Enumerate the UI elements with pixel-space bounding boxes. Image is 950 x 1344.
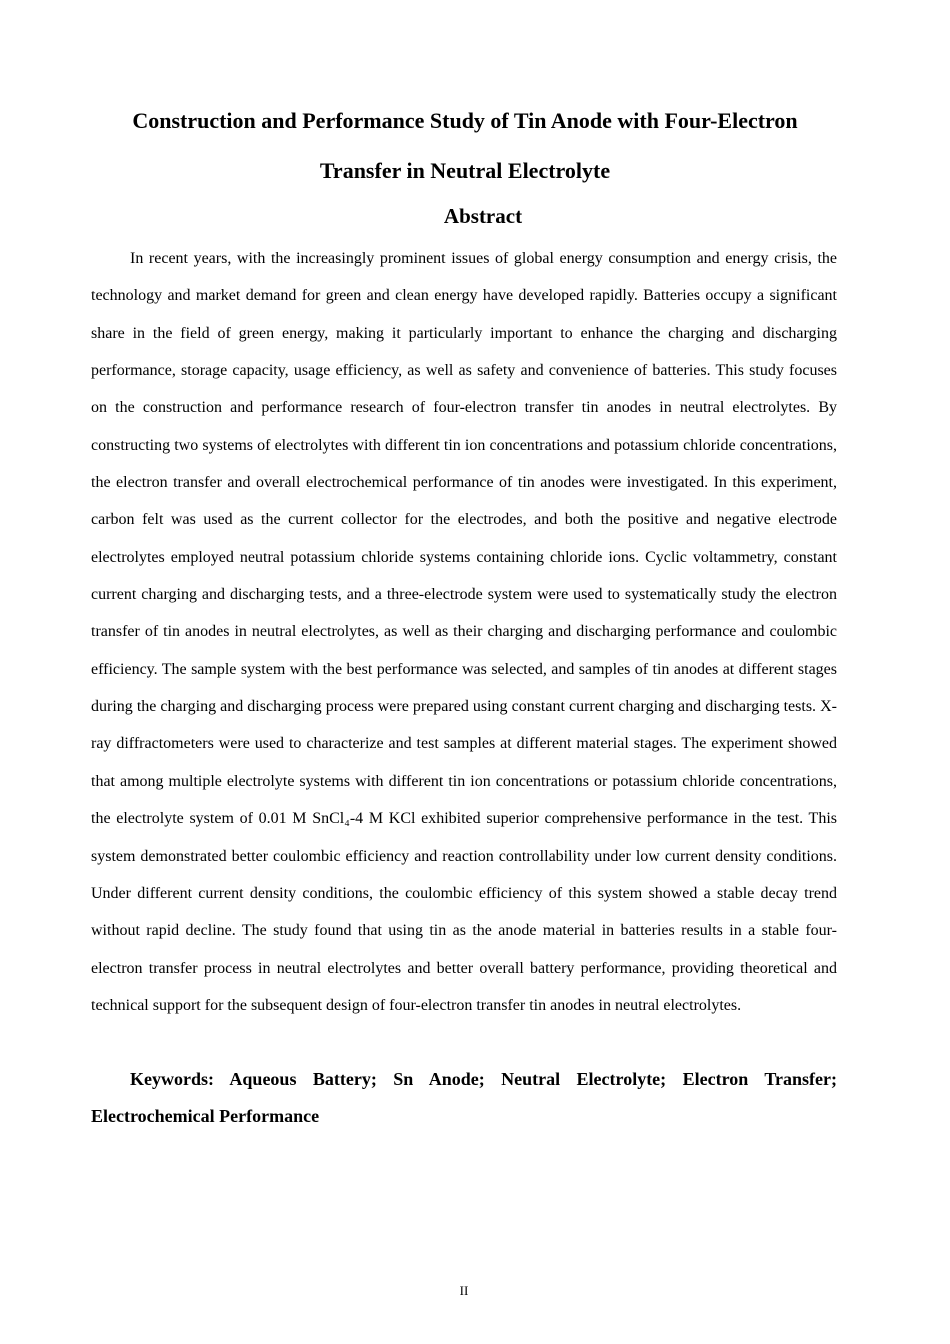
- paper-title: Construction and Performance Study of Tin Anode with Four-Electron Transfer in Neutral Electrolyte: [132, 108, 798, 183]
- page-number: II: [459, 1283, 469, 1298]
- abstract-body: In recent years, with the increasingly prominent issues of global energy consumption and energy crisis, the technology and market demand for green and clean energy have developed rapidly. Batteries occupy a significant share in the field of green energy, making it particularly important to enhance the charging and discharging performance, storage capacity, usage efficiency, as well as safety and convenience of batteries. This study focuses on the construction and performance research of four-electron transfer tin anodes in neutral electrolytes. By constructing two systems of electrolytes with different tin ion concentrations and potassium chloride concentrations, the electron transfer and overall electrochemical performance of tin anodes were investigated. In this experiment, carbon felt was used as the current collector for the electrodes, and both the positive and negative electrode electrolytes employed neutral potassium chloride systems containing chloride ions. Cyclic voltammetry, constant current charging and discharging tests, and a three-electrode system were used to systematically study the electron transfer of tin anodes in neutral electrolytes, as well as their charging and discharging performance and coulombic efficiency. The sample system with the best performance was selected, and samples of tin anodes at different stages during the charging and discharging process were prepared using constant current charging and discharging tests. X-ray diffractometers were used to characterize and test samples at different material stages. The experiment showed that among multiple electrolyte systems with different tin ion concentrations or potassium chloride concentrations, the electrolyte system of 0.01 M SnCl₄-4 M KCl exhibited superior comprehensive performance in the test. This system demonstrated better coulombic efficiency and reaction controllability under low current density conditions. Under different current density conditions, the coulombic efficiency of this system showed a stable decay trend without rapid decline. The study found that using tin as the anode material in batteries results in a stable four-electron transfer process in neutral electrolytes and better overall battery performance, providing theoretical and technical support for the subsequent design of four-electron transfer tin anodes in neutral electrolytes.: [91, 250, 837, 1014]
- abstract-heading: Abstract: [443, 204, 523, 228]
- keywords: Keywords: Aqueous Battery; Sn Anode; Neutral Electrolyte; Electron Transfer; Electrochemical Performance: [91, 1069, 837, 1126]
